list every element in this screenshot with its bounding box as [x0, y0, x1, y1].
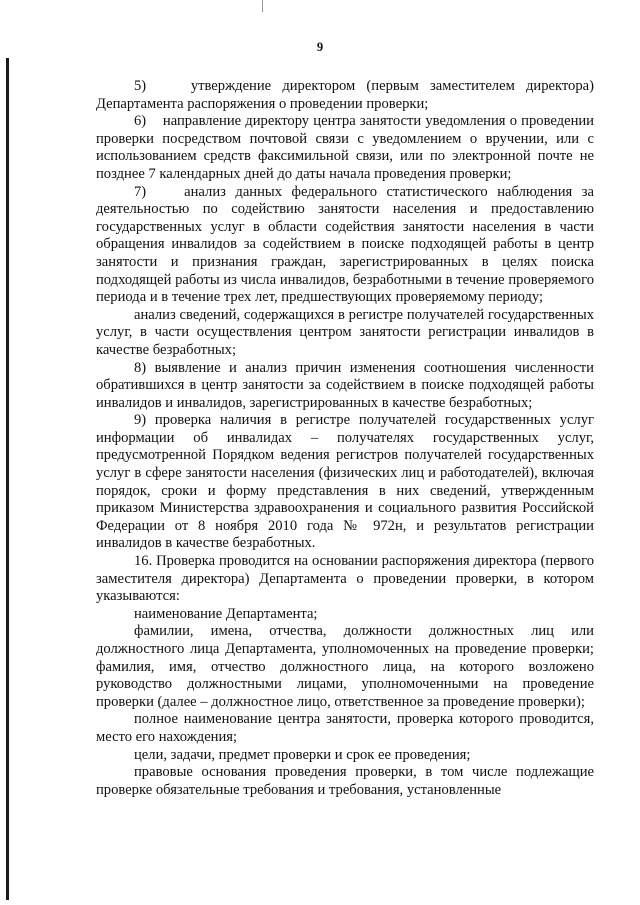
paragraph-item-9: 9) проверка наличия в регистре получателей государственных услуг информации об инвалидах – получателях государственных услуг, предусмотренной Порядком ведения регистров получателей государственных услуг в сфере занятости населения (физических лиц и работодателей), включая порядок, сроки и форму представления в них сведений, утвержденным приказом Министерства здравоохранения и социального развития Российской Федерации от 8 ноября 2010 года № 972н, и результатов регистрации инвалидов в качестве безработных. — [96, 412, 594, 552]
paragraph-legal-grounds: правовые основания проведения проверки, в том числе подлежащие проверке обязательные требования и требования, установленные — [96, 764, 594, 798]
paragraph-item-6: 6) направление директору центра занятости уведомления о проведении проверки посредством почтовой связи с уведомлением о вручении, или с использованием средств факсимильной связи, или по электронной почте не позднее 7 календарных дней до даты начала проведения проверки; — [96, 113, 594, 182]
scan-top-mark — [262, 0, 263, 12]
paragraph-center-name: полное наименование центра занятости, проверка которого проводится, место его нахождения; — [96, 711, 594, 745]
paragraph-item-5: 5) утверждение директором (первым заместителем директора) Департамента распоряжения о проведении проверки; — [96, 78, 594, 112]
document-body — [96, 78, 594, 799]
page-number: 9 — [316, 40, 324, 54]
paragraph-registry-analysis: анализ сведений, содержащихся в регистре получателей государственных услуг, в части осуществления центром занятости регистрации инвалидов в качестве безработных; — [96, 306, 594, 358]
paragraph-goals: цели, задачи, предмет проверки и срок ее проведения; — [134, 746, 471, 763]
paragraph-item-7: 7) анализ данных федерального статистического наблюдения за деятельностью по содействию занятости населения и предоставлению государственных услуг в области содействия занятости населения в части обращения инвалидов за содействием в поиске подходящей работы в центр занятости и признания граждан, зарегистрированных в целях поиска подходящей работы из числа инвалидов, безработными в течение проверяемого периода и в течение трех лет, предшествующих проверяемому периоду; — [96, 183, 594, 306]
scan-edge-mark — [6, 58, 9, 900]
paragraph-item-8: 8) выявление и анализ причин изменения соотношения численности обратившихся в центр занятости за содействием в поиске подходящей работы инвалидов и инвалидов, зарегистрированных в качестве безработных; — [96, 359, 594, 411]
paragraph-officials: фамилии, имена, отчества, должности должностных лиц или должностного лица Департамента, уполномоченных на проведение проверки; фамилия, имя, отчество должностного лица, на которого возложено руководство должностными лицами, уполномоченными на проведение проверки (далее – должностное лицо, ответственное за проведение проверки); — [96, 623, 594, 710]
paragraph-clause-16: 16. Проверка проводится на основании распоряжения директора (первого заместителя директора) Департамента о проведении проверки, в котором указываются: — [96, 553, 594, 605]
paragraph-department-name: наименование Департамента; — [134, 605, 318, 622]
